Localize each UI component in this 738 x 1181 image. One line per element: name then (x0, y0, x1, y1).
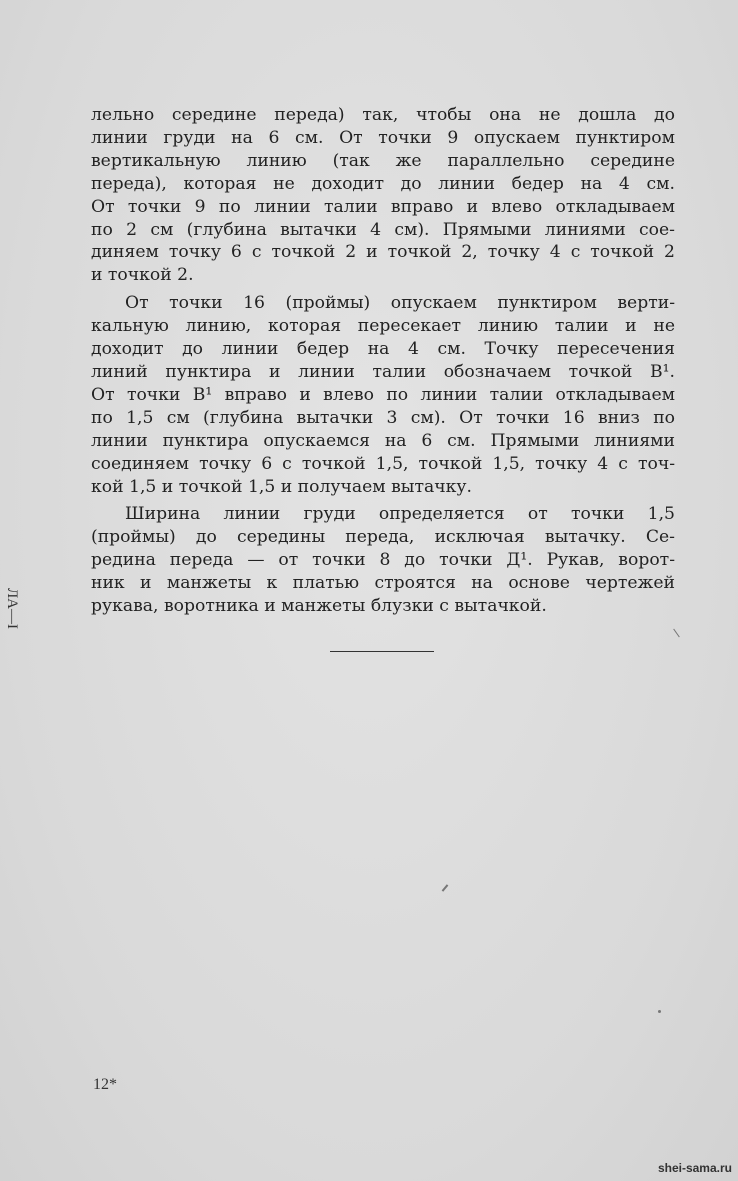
text-line: и точкой 2. (91, 265, 194, 286)
text-line: (проймы) до середины переда, исключая вытачку. Се- (91, 527, 675, 548)
text-line: вертикальную линию (так же параллельно середине (91, 150, 675, 171)
text-line: кой 1,5 и точкой 1,5 и получаем вытачку. (91, 476, 472, 497)
body-text (91, 104, 675, 618)
side-label: ЛА—I (4, 588, 20, 630)
page-number: 12* (93, 1076, 117, 1093)
text-line: линии груди на 6 см. От точки 9 опускаем пунктиром (91, 127, 675, 148)
text-line: редина переда — от точки 8 до точки Д¹. Рукав, ворот- (91, 550, 675, 571)
paragraph-2 (91, 292, 675, 498)
scan-speck (673, 629, 680, 638)
text-line: линий пунктира и линии талии обозначаем точкой В¹. (91, 361, 675, 382)
watermark: shei-sama.ru (657, 1161, 732, 1175)
section-divider (330, 651, 434, 652)
text-line: лельно середине переда) так, чтобы она не дошла до (91, 105, 675, 125)
text-line: по 1,5 см (глубина вытачки 3 см). От точки 16 вниз по (91, 407, 675, 428)
text-line: доходит до линии бедер на 4 см. Точку пересечения (91, 339, 675, 360)
paragraph-3 (91, 503, 675, 618)
text-line: От точки В¹ вправо и влево по линии талии откладываем (91, 384, 675, 405)
text-line: От точки 9 по линии талии вправо и влево откладываем (91, 196, 675, 217)
text-line: От точки 16 (проймы) опускаем пунктиром верти- (125, 293, 675, 314)
paragraph-1 (91, 104, 675, 287)
text-line: соединяем точку 6 с точкой 1,5, точкой 1,5, точку 4 с точ- (91, 453, 675, 474)
scan-speck (442, 884, 449, 891)
text-line: рукава, воротника и манжеты блузки с вытачкой. (91, 596, 547, 617)
text-line: линии пунктира опускаемся на 6 см. Прямыми линиями (91, 430, 675, 451)
text-line: кальную линию, которая пересекает линию талии и не (91, 316, 675, 337)
text-line: ник и манжеты к платью строятся на основе чертежей (91, 573, 675, 594)
text-line: Ширина линии груди определяется от точки 1,5 (125, 504, 675, 525)
scan-speck (658, 1010, 661, 1013)
text-line: переда), которая не доходит до линии бедер на 4 см. (91, 173, 675, 194)
text-line: по 2 см (глубина вытачки 4 см). Прямыми линиями сое- (91, 219, 675, 240)
text-line: диняем точку 6 с точкой 2 и точкой 2, точку 4 с точкой 2 (91, 242, 675, 263)
